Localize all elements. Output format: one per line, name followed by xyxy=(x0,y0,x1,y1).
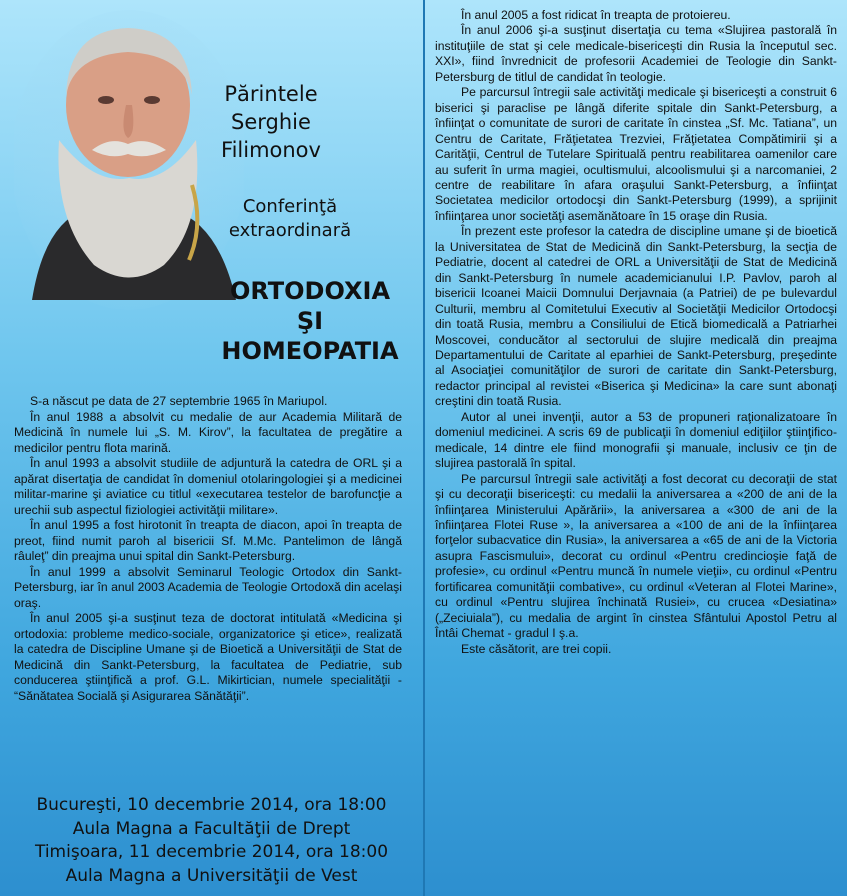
bio-paragraph: În anul 2005 a fost ridicat în treapta de protoiereu. xyxy=(461,8,731,22)
bio-paragraph: S-a născut pe data de 27 septembrie 1965 în Mariupol. xyxy=(30,394,328,408)
bio-paragraph: În anul 1995 a fost hirotonit în treapta de diacon, apoi în treapta de preot, fiind numit paroh al bisericii Sf. M.Mc. Pantelimon de lângă râuleţ” din preajma unui spital din Sankt-Petersburg. xyxy=(14,518,402,563)
speaker-name-line2: Serghie Filimonov xyxy=(221,110,321,162)
bio-paragraph: Pe parcursul întregii sale activităţi medicale şi bisericeşti a construit 6 biserici şi paraclise pe lângă diferite spitale din Sankt-Petersburg, a înfiinţat o comunitate de surori de caritate în cinstea „Sf. Mc. Tatiana”, un Centru de Caritate, Frăţietatea Trezviei, Frăţietatea Compătimirii şi a Carităţii, Centrul de Tutelare Spirituală pentru reabilitarea oamenilor care au suferit în urma magiei, ocultismului, alcoolismului şi a narcomaniei, 2 centre de reabilitare în afara oraşului Sankt-Petersburg, a înfiinţat Societatea medicilor ortodocşi din Sankt-Petersburg (1999), a sprijinit înfiinţarea unor societăţi asemănătoare în 15 oraşe din Rusia. xyxy=(435,85,837,223)
biography-right xyxy=(435,8,837,657)
bio-paragraph: Este căsătorit, are trei copii. xyxy=(461,641,612,656)
conference-title-line3: HOMEOPATIA xyxy=(221,337,399,365)
speaker-name-line1: Părintele xyxy=(224,82,318,106)
bio-paragraph: În anul 1988 a absolvit cu medalie de aur Academia Militară de Medicină în numele lui „S. M. Kirov”, la facultatea de pregătire a medicilor pentru flota marină. xyxy=(14,409,402,455)
conference-title xyxy=(205,276,415,366)
bio-paragraph: În anul 2006 şi-a susţinut disertaţia cu tema «Slujirea pastorală în instituţiile de stat şi cele medicale-bisericeşti din Rusia la începutul sec. XXI», fiind învrednicit de profesorii Academiei de Teologie din Sankt-Petersburg de titlul de candidat în teologie. xyxy=(435,23,837,84)
speaker-name xyxy=(186,80,356,164)
right-panel xyxy=(425,0,847,896)
bio-paragraph: În anul 1993 a absolvit studiile de adjuntură la catedra de ORL şi a apărat disertaţia de candidat în domeniul otolaringologiei şi a medicinei militar-marine şi aviatice cu titlul «executarea testelor de barofuncţie a urechii sub aspectul fiziologiei activităţii militare». xyxy=(14,456,402,517)
event-timisoara-venue: Aula Magna a Universităţii de Vest xyxy=(65,865,358,886)
biography-left xyxy=(14,394,402,704)
bio-paragraph: În anul 2005 şi-a susţinut teza de doctorat intitulată «Medicina şi ortodoxia: probleme medico-sociale, organizatorice şi etice», realizată la catedra de Discipline Umane şi de Bioetică a Universităţii de Stat de Medicină din Sankt-Petersburg, la facultatea de Pediatrie, sub conducerea ştiinţifică a prof. G.L. Mikirtician, numele specialităţii - “Sănătatea Socială şi Asigurarea Sănătăţii”. xyxy=(14,611,402,703)
bio-paragraph: Autor al unei invenţii, autor a 53 de propuneri raţionalizatoare în domeniul medicinei. A scris 69 de publicaţii în domeniul ediţiilor ştiinţifico-medicale, 14 dintre ele fiind monografii şi manuale, inclusiv ce ţin de slujirea pastorală în spital. xyxy=(435,409,837,471)
bio-paragraph: În anul 1999 a absolvit Seminarul Teologic Ortodox din Sankt-Petersburg, iar în anul 2003 Academia de Teologie Ortodoxă din acelaşi oraş. xyxy=(14,564,402,610)
conference-line2: extraordinară xyxy=(228,220,352,241)
conference-subtitle xyxy=(220,195,360,243)
event-bucharest-venue: Aula Magna a Facultăţii de Drept xyxy=(72,818,351,839)
bio-paragraph: Pe parcursul întregii sale activităţi a fost decorat cu decoraţii de stat şi cu decoraţii bisericeşti: cu medalii la aniversarea a «200 de ani de la înfiinţarea Ministerului Apărării», la aniversarea a «300 de ani de la înfiinţarea Flotei Ruse », la aniversarea a «100 de ani de la înfiinţarea forţelor subacvatice din Rusia», la aniversarea a «65 de ani de la Victoria asupra Fascismului», decorat cu ordinul «Pentru credincioşie faţă de profesie», cu ordinul «Pentru muncă în numele vieţii», cu ordinul «Pentru fortificarea comunităţii combative», cu ordinul «Veteran al Flotei Marine», cu ordinul «Pentru slujirea închinată Rusiei», cu crucea «Desiatina» („Zeciuiala”), cu medalia de argint în cinstea Sfântului Apostol Petru al Întâi Chemat - gradul I ş.a. xyxy=(435,471,837,641)
conference-title-line1: ORTODOXIA xyxy=(229,277,391,305)
bio-paragraph: În prezent este profesor la catedra de discipline umane şi de bioetică la Universitatea de Stat de Medicină din Sankt-Petersburg, la secţia de Pediatrie, docent al catedrei de ORL a Universităţii de Stat de Medicină din Sankt-Petersburg în numele academicianului I.P. Pavlov, paroh al bisericii Icoanei Maicii Domnului Derjavnaia (a Patriei) de pe bulevardul Culturii, membru al Comitetului Executiv al Societăţii Medicilor Ortodocşi din toată Rusia, membru a Consiliului de Etică biomedicală a Patriarhei Moscovei, conducător al sectorului de slujire medicală din preajma Departamentului de Caritate al eparhiei de Sankt-Petersburg, preşedinte al Asociaţiei comunităţilor de surori de caritate din Sankt-Petersburg, redactor principal al revistei «Biserica şi Medicina» la care sunt abonaţi creştini din toată Rusia. xyxy=(435,224,837,409)
left-panel xyxy=(0,0,423,896)
event-timisoara-date: Timişoara, 11 decembrie 2014, ora 18:00 xyxy=(34,842,389,862)
conference-title-line2: ŞI xyxy=(296,307,324,335)
conference-line1: Conferinţă xyxy=(242,196,338,217)
event-details xyxy=(0,794,423,888)
event-bucharest-date: Bucureşti, 10 decembrie 2014, ora 18:00 xyxy=(36,795,387,815)
